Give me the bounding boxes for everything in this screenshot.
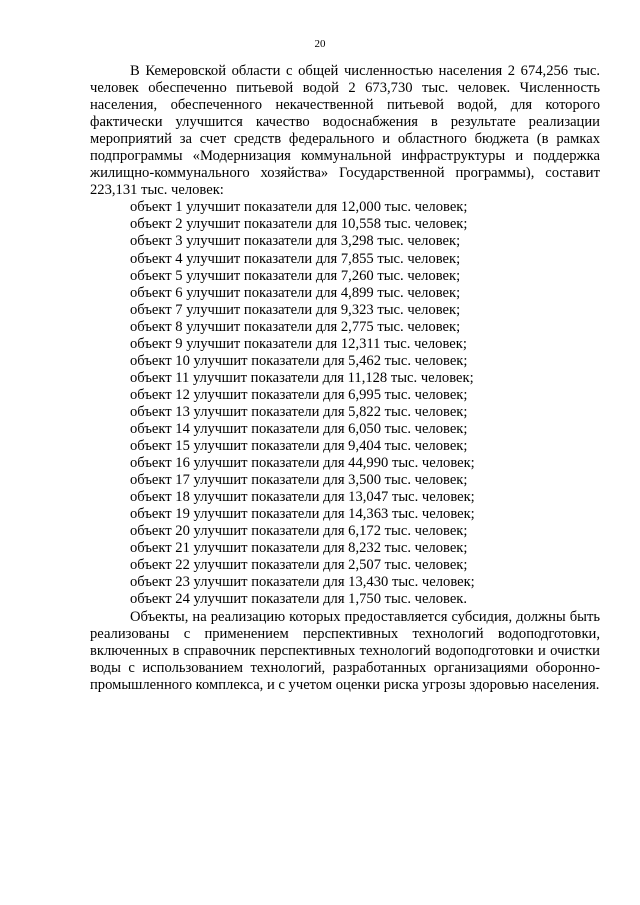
list-item: объект 20 улучшит показатели для 6,172 тыс. человек; bbox=[130, 523, 468, 540]
list-item: объект 4 улучшит показатели для 7,855 тыс. человек; bbox=[130, 250, 461, 267]
list-item: объект 14 улучшит показатели для 6,050 тыс. человек; bbox=[130, 420, 468, 437]
list-item: объект 13 улучшит показатели для 5,822 тыс. человек; bbox=[130, 403, 468, 420]
list-item: объект 6 улучшит показатели для 4,899 тыс. человек; bbox=[130, 284, 461, 301]
list-item: объект 12 улучшит показатели для 6,995 тыс. человек; bbox=[130, 386, 468, 403]
list-item: объект 15 улучшит показатели для 9,404 тыс. человек; bbox=[130, 438, 468, 455]
list-item: объект 7 улучшит показатели для 9,323 тыс. человек; bbox=[130, 301, 461, 318]
list-item: объект 11 улучшит показатели для 11,128 тыс. человек; bbox=[130, 369, 474, 386]
list-item: объект 10 улучшит показатели для 5,462 тыс. человек; bbox=[130, 352, 468, 369]
list-item: объект 23 улучшит показатели для 13,430 тыс. человек; bbox=[130, 574, 475, 591]
intro-paragraph: В Кемеровской области с общей численностью населения 2 674,256 тыс. человек обеспеченно питьевой водой 2 673,730 тыс. человек. Численность населения, обеспеченного некачественной питьевой водой, для которого фактически улучшится качество водоснабжения в результате реализации мероприятий за счет средств федерального и областного бюджета (в рамках подпрограммы «Модернизация коммунальной инфраструктуры и поддержка жилищно-коммунального хозяйства» Государственной программы), составит 223,131 тыс. человек: bbox=[90, 63, 600, 199]
list-item: объект 9 улучшит показатели для 12,311 тыс. человек; bbox=[130, 335, 467, 352]
objects-list bbox=[90, 199, 600, 608]
list-item: объект 21 улучшит показатели для 8,232 тыс. человек; bbox=[130, 540, 468, 557]
list-item: объект 19 улучшит показатели для 14,363 тыс. человек; bbox=[130, 506, 475, 523]
list-item: объект 5 улучшит показатели для 7,260 тыс. человек; bbox=[130, 267, 461, 284]
list-item: объект 17 улучшит показатели для 3,500 тыс. человек; bbox=[130, 472, 468, 489]
list-item: объект 1 улучшит показатели для 12,000 тыс. человек; bbox=[130, 199, 468, 216]
list-item: объект 16 улучшит показатели для 44,990 тыс. человек; bbox=[130, 455, 475, 472]
list-item: объект 18 улучшит показатели для 13,047 тыс. человек; bbox=[130, 489, 475, 506]
list-item: объект 22 улучшит показатели для 2,507 тыс. человек; bbox=[130, 557, 468, 574]
list-item: объект 2 улучшит показатели для 10,558 тыс. человек; bbox=[130, 216, 468, 233]
list-item: объект 24 улучшит показатели для 1,750 тыс. человек. bbox=[130, 591, 468, 608]
page-number: 20 bbox=[314, 38, 326, 50]
document-body bbox=[90, 63, 600, 694]
list-item: объект 8 улучшит показатели для 2,775 тыс. человек; bbox=[130, 318, 461, 335]
list-item: объект 3 улучшит показатели для 3,298 тыс. человек; bbox=[130, 233, 461, 250]
closing-paragraph: Объекты, на реализацию которых предоставляется субсидия, должны быть реализованы с применением перспективных технологий водоподготовки, включенных в справочник перспективных технологий водоподготовки и очистки воды с использованием технологий, разработанных организациями оборонно-промышленного комплекса, и с учетом оценки риска угрозы здоровью населения. bbox=[90, 608, 600, 693]
